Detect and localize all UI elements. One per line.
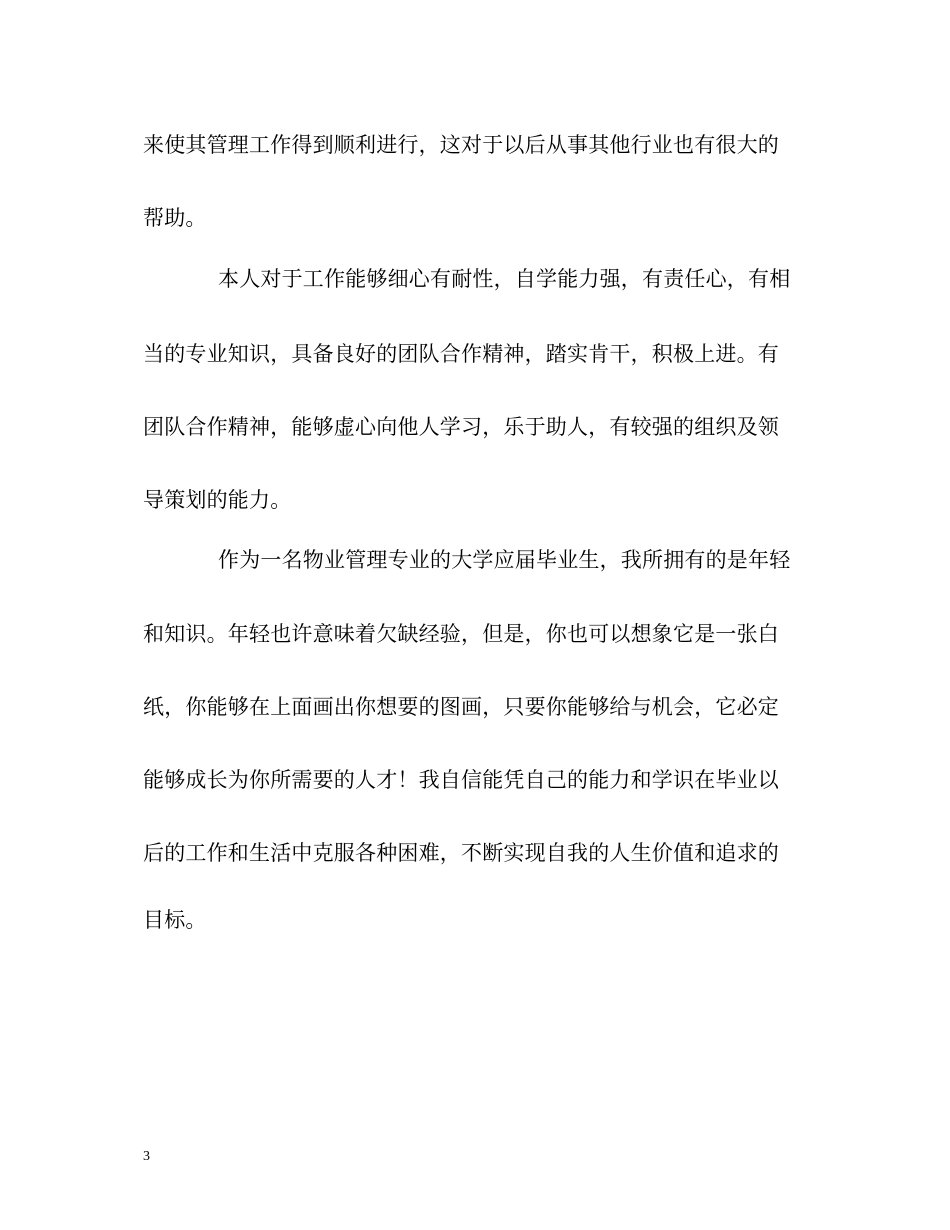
- text-line-4: 当的专业知识，具备良好的团队合作精神，踏实肯干，积极上进。有: [143, 342, 779, 366]
- text-line-5: 团队合作精神，能够虚心向他人学习，乐于助人，有较强的组织及领: [143, 415, 779, 439]
- text-line-11: 后的工作和生活中克服各种困难，不断实现自我的人生价值和追求的: [143, 841, 779, 865]
- text-line-10: 能够成长为你所需要的人才！我自信能凭自己的能力和学识在毕业以: [143, 768, 779, 792]
- text-line-7: 作为一名物业管理专业的大学应届毕业生，我所拥有的是年轻: [218, 548, 791, 572]
- text-line-6: 导策划的能力。: [143, 488, 292, 512]
- text-line-12: 目标。: [143, 908, 207, 932]
- text-line-2: 帮助。: [143, 206, 207, 230]
- page-number: 3: [143, 1149, 150, 1164]
- text-line-1: 来使其管理工作得到顺利进行，这对于以后从事其他行业也有很大的: [143, 133, 779, 157]
- text-line-3: 本人对于工作能够细心有耐性，自学能力强，有责任心，有相: [218, 267, 791, 291]
- text-line-9: 纸，你能够在上面画出你想要的图画，只要你能够给与机会，它必定: [143, 695, 779, 719]
- text-line-8: 和知识。年轻也许意味着欠缺经验，但是，你也可以想象它是一张白: [143, 622, 779, 646]
